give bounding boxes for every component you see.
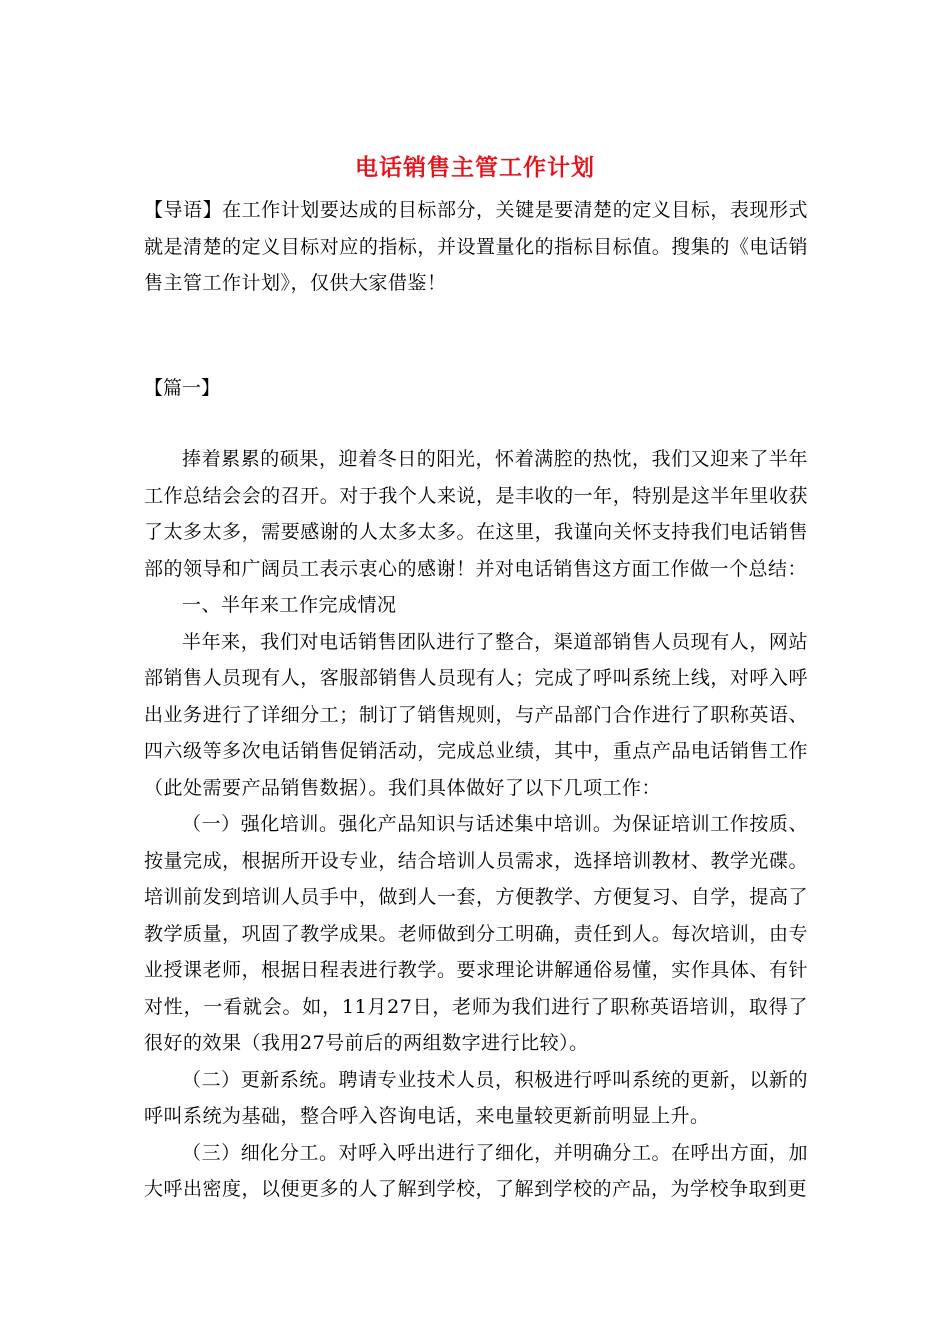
paragraph: 半年来，我们对电话销售团队进行了整合，渠道部销售人员现有人，网站部销售人员现有人，客服部销售人员现有人；完成了呼叫系统上线，对呼入呼出业务进行了详细分工；制订了销售规则，与产品部门合作进行了职称英语、四六级等多次电话销售促销活动，完成总业绩，其中，重点产品电话销售工作（此处需要产品销售数据）。我们具体做好了以下几项工作： <box>144 630 808 799</box>
paragraph: 捧着累累的硕果，迎着冬日的阳光，怀着满腔的热忱，我们又迎来了半年工作总结会会的召开。对于我个人来说，是丰收的一年，特别是这半年里收获了太多太多，需要感谢的人太多太多。在这里，我谨向关怀支持我们电话销售部的领导和广阔员工表示衷心的感谢！并对电话销售这方面工作做一个总结： <box>144 448 808 580</box>
paragraph: （二）更新系统。聘请专业技术人员，积极进行呼叫系统的更新，以新的呼叫系统为基础，整合呼入咨询电话，来电量较更新前明显上升。 <box>144 1068 808 1127</box>
paragraph: （一）强化培训。强化产品知识与话述集中培训。为保证培训工作按质、按量完成，根据所开设专业，结合培训人员需求，选择培训教材、教学光碟。培训前发到培训人员手中，做到人一套，方便教学、方便复习、自学，提高了教学质量，巩固了教学成果。老师做到分工明确，责任到人。每次培训，由专业授课老师，根据日程表进行教学。要求理论讲解通俗易懂，实作具体、有针对性，一看就会。如，11月27日，老师为我们进行了职称英语培训，取得了很好的效果（我用27号前后的两组数字进行比较）。 <box>144 813 808 1054</box>
document-title: 电话销售主管工作计划 <box>355 154 595 181</box>
intro-text: 【导语】在工作计划要达成的目标部分，关键是要清楚的定义目标，表现形式就是清楚的定义目标对应的指标，并设置量化的指标目标值。搜集的《电话销售主管工作计划》，仅供大家借鉴！ <box>144 199 808 294</box>
heading-paragraph: 一、半年来工作完成情况 <box>182 594 397 616</box>
section-label: 【篇一】 <box>144 377 221 399</box>
main-body <box>144 441 808 1208</box>
intro-paragraph <box>144 192 808 302</box>
paragraph: （三）细化分工。对呼入呼出进行了细化，并明确分工。在呼出方面，加大呼出密度，以便更多的人了解到学校，了解到学校的产品，为学校争取到更 <box>144 1141 808 1200</box>
